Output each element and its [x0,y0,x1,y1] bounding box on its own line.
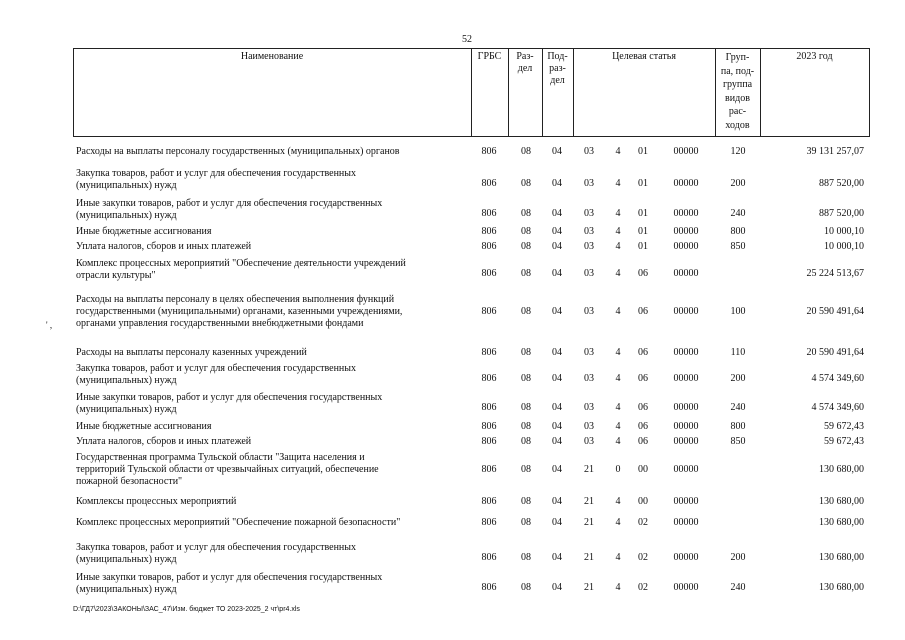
razdel-cell: 08 [521,402,531,413]
table-row [0,452,905,488]
grbs-cell: 806 [481,402,497,413]
target-part4-cell: 00000 [673,226,699,237]
podrazdel-cell: 04 [552,517,562,528]
razdel-cell: 08 [521,436,531,447]
amount-cell: 130 680,00 [819,582,864,593]
file-path-footer: D:\ГД7\2023\ЗАКОНЫ\ЗАС_47\Изм. бюджет ТО 2023-2025_2 чт\pr4.xls [73,606,300,613]
target-part2-cell: 0 [615,464,621,475]
header-razdel: Раз- дел [516,51,534,74]
table-row [0,146,905,158]
grbs-cell: 806 [481,241,497,252]
grbs-cell: 806 [481,517,497,528]
row-name: Государственная программа Тульской области "Защита населения и территорий Тульской области от чрезвычайных ситуаций, обеспечение пожарной безопасности" [76,452,379,487]
group-cell: 100 [730,306,746,317]
header-group: Груп- па, под- группа видов рас- ходов [720,52,755,131]
group-cell: 200 [730,552,746,563]
razdel-cell: 08 [521,178,531,189]
amount-cell: 39 131 257,07 [806,146,864,157]
target-part2-cell: 4 [615,402,621,413]
target-part2-cell: 4 [615,208,621,219]
grbs-cell: 806 [481,436,497,447]
razdel-cell: 08 [521,241,531,252]
target-part1-cell: 03 [584,306,594,317]
row-name: Расходы на выплаты персоналу государственных (муниципальных) органов [76,146,400,157]
razdel-cell: 08 [521,347,531,358]
razdel-cell: 08 [521,373,531,384]
podrazdel-cell: 04 [552,373,562,384]
target-part2-cell: 4 [615,496,621,507]
row-name: Уплата налогов, сборов и иных платежей [76,241,252,252]
group-cell: 240 [730,208,746,219]
amount-cell: 4 574 349,60 [811,373,864,384]
group-cell: 200 [730,178,746,189]
target-part4-cell: 00000 [673,306,699,317]
table-row [0,436,905,448]
amount-cell: 59 672,43 [824,421,864,432]
podrazdel-cell: 04 [552,436,562,447]
razdel-cell: 08 [521,517,531,528]
target-part2-cell: 4 [615,306,621,317]
podrazdel-cell: 04 [552,552,562,563]
target-part4-cell: 00000 [673,268,699,279]
table-row [0,517,905,529]
podrazdel-cell: 04 [552,496,562,507]
target-part1-cell: 03 [584,226,594,237]
target-part1-cell: 03 [584,347,594,358]
grbs-cell: 806 [481,268,497,279]
grbs-cell: 806 [481,421,497,432]
target-part3-cell: 01 [638,241,648,252]
row-name: Иные закупки товаров, работ и услуг для обеспечения государственных (муниципальных) нужд [76,392,383,415]
podrazdel-cell: 04 [552,226,562,237]
row-name: Закупка товаров, работ и услуг для обеспечения государственных (муниципальных) нужд [76,168,357,191]
target-part4-cell: 00000 [673,421,699,432]
target-part4-cell: 00000 [673,208,699,219]
grbs-cell: 806 [481,347,497,358]
table-row [0,392,905,416]
razdel-cell: 08 [521,496,531,507]
group-cell: 850 [730,436,746,447]
table-row [0,496,905,508]
target-part2-cell: 4 [615,436,621,447]
podrazdel-cell: 04 [552,241,562,252]
header-year: 2023 год [796,51,833,62]
razdel-cell: 08 [521,226,531,237]
grbs-cell: 806 [481,373,497,384]
group-cell: 110 [730,347,746,358]
table-row [0,168,905,192]
target-part2-cell: 4 [615,347,621,358]
page-number: 52 [462,34,472,45]
target-part3-cell: 06 [638,268,648,279]
razdel-cell: 08 [521,306,531,317]
podrazdel-cell: 04 [552,464,562,475]
group-cell: 120 [730,146,746,157]
group-cell: 240 [730,402,746,413]
amount-cell: 20 590 491,64 [806,347,864,358]
target-part3-cell: 00 [638,496,648,507]
target-part4-cell: 00000 [673,146,699,157]
target-part1-cell: 03 [584,268,594,279]
margin-mark: ' , [46,320,53,330]
table-row [0,294,905,330]
razdel-cell: 08 [521,464,531,475]
header-podrazdel: Под- раз- дел [547,51,568,86]
table-row [0,258,905,282]
target-part2-cell: 4 [615,517,621,528]
target-part2-cell: 4 [615,268,621,279]
podrazdel-cell: 04 [552,208,562,219]
razdel-cell: 08 [521,268,531,279]
target-part2-cell: 4 [615,552,621,563]
grbs-cell: 806 [481,146,497,157]
razdel-cell: 08 [521,146,531,157]
target-part4-cell: 00000 [673,496,699,507]
razdel-cell: 08 [521,208,531,219]
target-part3-cell: 02 [638,552,648,563]
row-name: Комплекс процессных мероприятий "Обеспечение пожарной безопасности" [76,517,401,528]
target-part4-cell: 00000 [673,241,699,252]
row-name: Закупка товаров, работ и услуг для обеспечения государственных (муниципальных) нужд [76,542,357,565]
target-part2-cell: 4 [615,241,621,252]
header-target: Целевая статья [612,51,676,62]
amount-cell: 130 680,00 [819,552,864,563]
target-part4-cell: 00000 [673,436,699,447]
target-part3-cell: 06 [638,421,648,432]
row-name: Закупка товаров, работ и услуг для обеспечения государственных (муниципальных) нужд [76,363,357,386]
razdel-cell: 08 [521,421,531,432]
amount-cell: 887 520,00 [819,178,864,189]
amount-cell: 130 680,00 [819,496,864,507]
header-name: Наименование [240,51,304,62]
target-part1-cell: 03 [584,146,594,157]
razdel-cell: 08 [521,552,531,563]
target-part4-cell: 00000 [673,464,699,475]
target-part1-cell: 03 [584,178,594,189]
target-part4-cell: 00000 [673,347,699,358]
podrazdel-cell: 04 [552,146,562,157]
group-cell: 850 [730,241,746,252]
amount-cell: 10 000,10 [824,226,864,237]
table-row [0,347,905,359]
target-part3-cell: 02 [638,517,648,528]
target-part1-cell: 03 [584,436,594,447]
group-cell: 800 [730,421,746,432]
target-part3-cell: 01 [638,178,648,189]
target-part1-cell: 03 [584,241,594,252]
target-part4-cell: 00000 [673,402,699,413]
amount-cell: 10 000,10 [824,241,864,252]
razdel-cell: 08 [521,582,531,593]
group-cell: 240 [730,582,746,593]
target-part2-cell: 4 [615,178,621,189]
podrazdel-cell: 04 [552,347,562,358]
table-row [0,363,905,387]
target-part2-cell: 4 [615,373,621,384]
target-part4-cell: 00000 [673,552,699,563]
row-name: Иные закупки товаров, работ и услуг для обеспечения государственных (муниципальных) нужд [76,572,383,595]
row-name: Комплексы процессных мероприятий [76,496,237,507]
grbs-cell: 806 [481,306,497,317]
grbs-cell: 806 [481,552,497,563]
grbs-cell: 806 [481,208,497,219]
amount-cell: 4 574 349,60 [811,402,864,413]
amount-cell: 59 672,43 [824,436,864,447]
table-row [0,572,905,596]
target-part3-cell: 06 [638,347,648,358]
target-part2-cell: 4 [615,582,621,593]
target-part2-cell: 4 [615,146,621,157]
podrazdel-cell: 04 [552,306,562,317]
target-part3-cell: 06 [638,436,648,447]
podrazdel-cell: 04 [552,178,562,189]
row-name: Уплата налогов, сборов и иных платежей [76,436,252,447]
table-row [0,226,905,238]
amount-cell: 20 590 491,64 [806,306,864,317]
podrazdel-cell: 04 [552,268,562,279]
table-row [0,241,905,253]
target-part3-cell: 01 [638,226,648,237]
amount-cell: 130 680,00 [819,464,864,475]
grbs-cell: 806 [481,496,497,507]
grbs-cell: 806 [481,178,497,189]
target-part3-cell: 00 [638,464,648,475]
table-row [0,421,905,433]
row-name: Комплекс процессных мероприятий "Обеспечение деятельности учреждений отрасли культуры" [76,258,406,281]
table-row [0,198,905,222]
target-part1-cell: 03 [584,373,594,384]
row-name: Иные бюджетные ассигнования [76,226,212,237]
target-part3-cell: 01 [638,208,648,219]
row-name: Иные бюджетные ассигнования [76,421,212,432]
target-part4-cell: 00000 [673,373,699,384]
target-part3-cell: 06 [638,402,648,413]
row-name: Расходы на выплаты персоналу казенных учреждений [76,347,307,358]
row-name: Расходы на выплаты персоналу в целях обеспечения выполнения функций государственными (муниципальными) органами, казенными учреждениями, органами управления государственными внебюджетными фондами [76,294,403,329]
target-part1-cell: 21 [584,517,594,528]
grbs-cell: 806 [481,582,497,593]
target-part4-cell: 00000 [673,582,699,593]
group-cell: 200 [730,373,746,384]
podrazdel-cell: 04 [552,402,562,413]
podrazdel-cell: 04 [552,421,562,432]
podrazdel-cell: 04 [552,582,562,593]
target-part4-cell: 00000 [673,517,699,528]
grbs-cell: 806 [481,226,497,237]
target-part3-cell: 01 [638,146,648,157]
target-part1-cell: 21 [584,582,594,593]
row-name: Иные закупки товаров, работ и услуг для обеспечения государственных (муниципальных) нужд [76,198,383,221]
target-part3-cell: 06 [638,306,648,317]
target-part1-cell: 21 [584,464,594,475]
amount-cell: 130 680,00 [819,517,864,528]
target-part2-cell: 4 [615,421,621,432]
target-part1-cell: 03 [584,402,594,413]
target-part4-cell: 00000 [673,178,699,189]
header-grbs: ГРБС [477,51,502,62]
target-part1-cell: 03 [584,421,594,432]
target-part1-cell: 21 [584,496,594,507]
grbs-cell: 806 [481,464,497,475]
target-part3-cell: 02 [638,582,648,593]
target-part1-cell: 21 [584,552,594,563]
group-cell: 800 [730,226,746,237]
table-row [0,542,905,566]
amount-cell: 887 520,00 [819,208,864,219]
target-part1-cell: 03 [584,208,594,219]
amount-cell: 25 224 513,67 [806,268,864,279]
target-part3-cell: 06 [638,373,648,384]
target-part2-cell: 4 [615,226,621,237]
